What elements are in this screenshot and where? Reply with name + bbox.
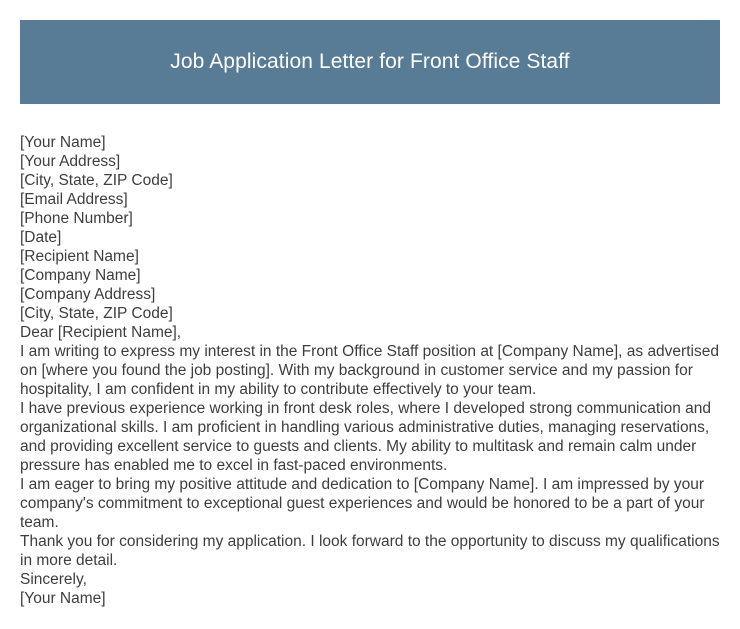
recipient-address: [Company Address]: [20, 286, 156, 303]
sender-phone: [Phone Number]: [20, 210, 133, 227]
paragraph-thanks: Thank you for considering my application. I look forward to the opportunity to discuss my qualifications in more detail.: [20, 533, 720, 569]
letter-date: [Date]: [20, 229, 62, 246]
sender-name: [Your Name]: [20, 134, 106, 151]
signature: [Your Name]: [20, 590, 106, 607]
paragraph-motivation: I am eager to bring my positive attitude and dedication to [Company Name]. I am impressed by your company's commitment to exceptional guest experiences and would be honored to be a part of your team.: [20, 476, 705, 531]
paragraph-experience: I have previous experience working in front desk roles, where I developed strong communication and organizational skills. I am proficient in handling various administrative duties, managing reservations, and providing excellent service to guests and clients. My ability to multitask and remain calm under pressure has enabled me to excel in fast-paced environments.: [20, 400, 711, 474]
recipient-name: [Recipient Name]: [20, 248, 139, 265]
letter-body: [20, 133, 720, 608]
closing: Sincerely,: [20, 571, 87, 588]
sender-email: [Email Address]: [20, 191, 128, 208]
sender-city-state-zip: [City, State, ZIP Code]: [20, 172, 173, 189]
sender-address: [Your Address]: [20, 153, 121, 170]
paragraph-intro: I am writing to express my interest in the Front Office Staff position at [Company Name], as advertised on [where you found the job posting]. With my background in customer service and my passion for hospitality, I am confident in my ability to contribute effectively to your team.: [20, 343, 719, 398]
recipient-company: [Company Name]: [20, 267, 141, 284]
salutation: Dear [Recipient Name],: [20, 324, 182, 341]
title-banner: [20, 20, 720, 104]
page-title: Job Application Letter for Front Office Staff: [170, 50, 570, 73]
recipient-city-state-zip: [City, State, ZIP Code]: [20, 305, 173, 322]
